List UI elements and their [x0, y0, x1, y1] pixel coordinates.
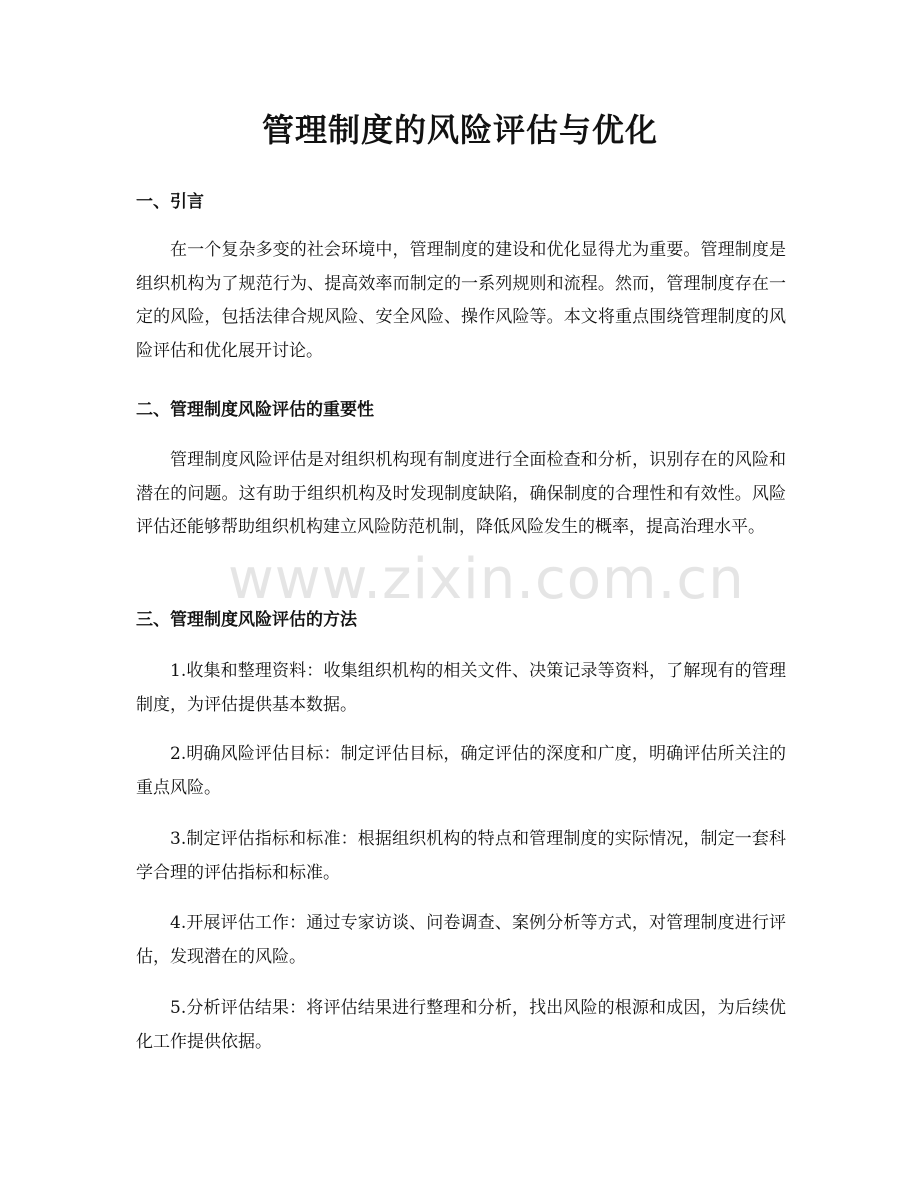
method-item-2: 2.明确风险评估目标：制定评估目标，确定评估的深度和广度，明确评估所关注的重点风险。: [136, 744, 786, 798]
method-item-5: 5.分析评估结果：将评估结果进行整理和分析，找出风险的根源和成因，为后续优化工作提供依据。: [136, 998, 786, 1052]
watermark-text: www.zixin.com.cn: [228, 547, 745, 612]
document-title: 管理制度的风险评估与优化: [261, 111, 658, 149]
section-heading-methods: 三、管理制度风险评估的方法: [136, 610, 357, 630]
section-heading-introduction: 一、引言: [136, 192, 204, 212]
method-item-1: 1.收集和整理资料：收集组织机构的相关文件、决策记录等资料，了解现有的管理制度，为评估提供基本数据。: [136, 661, 786, 715]
method-item-3: 3.制定评估指标和标准：根据组织机构的特点和管理制度的实际情况，制定一套科学合理的评估指标和标准。: [136, 829, 786, 883]
paragraph-introduction: 在一个复杂多变的社会环境中，管理制度的建设和优化显得尤为重要。管理制度是组织机构为了规范行为、提高效率而制定的一系列规则和流程。然而，管理制度存在一定的风险，包括法律合规风险、安全风险、操作风险等。本文将重点围绕管理制度的风险评估和优化展开讨论。: [136, 240, 786, 361]
section-heading-importance: 二、管理制度风险评估的重要性: [136, 400, 374, 420]
method-item-4: 4.开展评估工作：通过专家访谈、问卷调查、案例分析等方式，对管理制度进行评估，发现潜在的风险。: [136, 913, 786, 967]
paragraph-importance: 管理制度风险评估是对组织机构现有制度进行全面检查和分析，识别存在的风险和潜在的问题。这有助于组织机构及时发现制度缺陷，确保制度的合理性和有效性。风险评估还能够帮助组织机构建立风险防范机制，降低风险发生的概率，提高治理水平。: [136, 450, 786, 537]
